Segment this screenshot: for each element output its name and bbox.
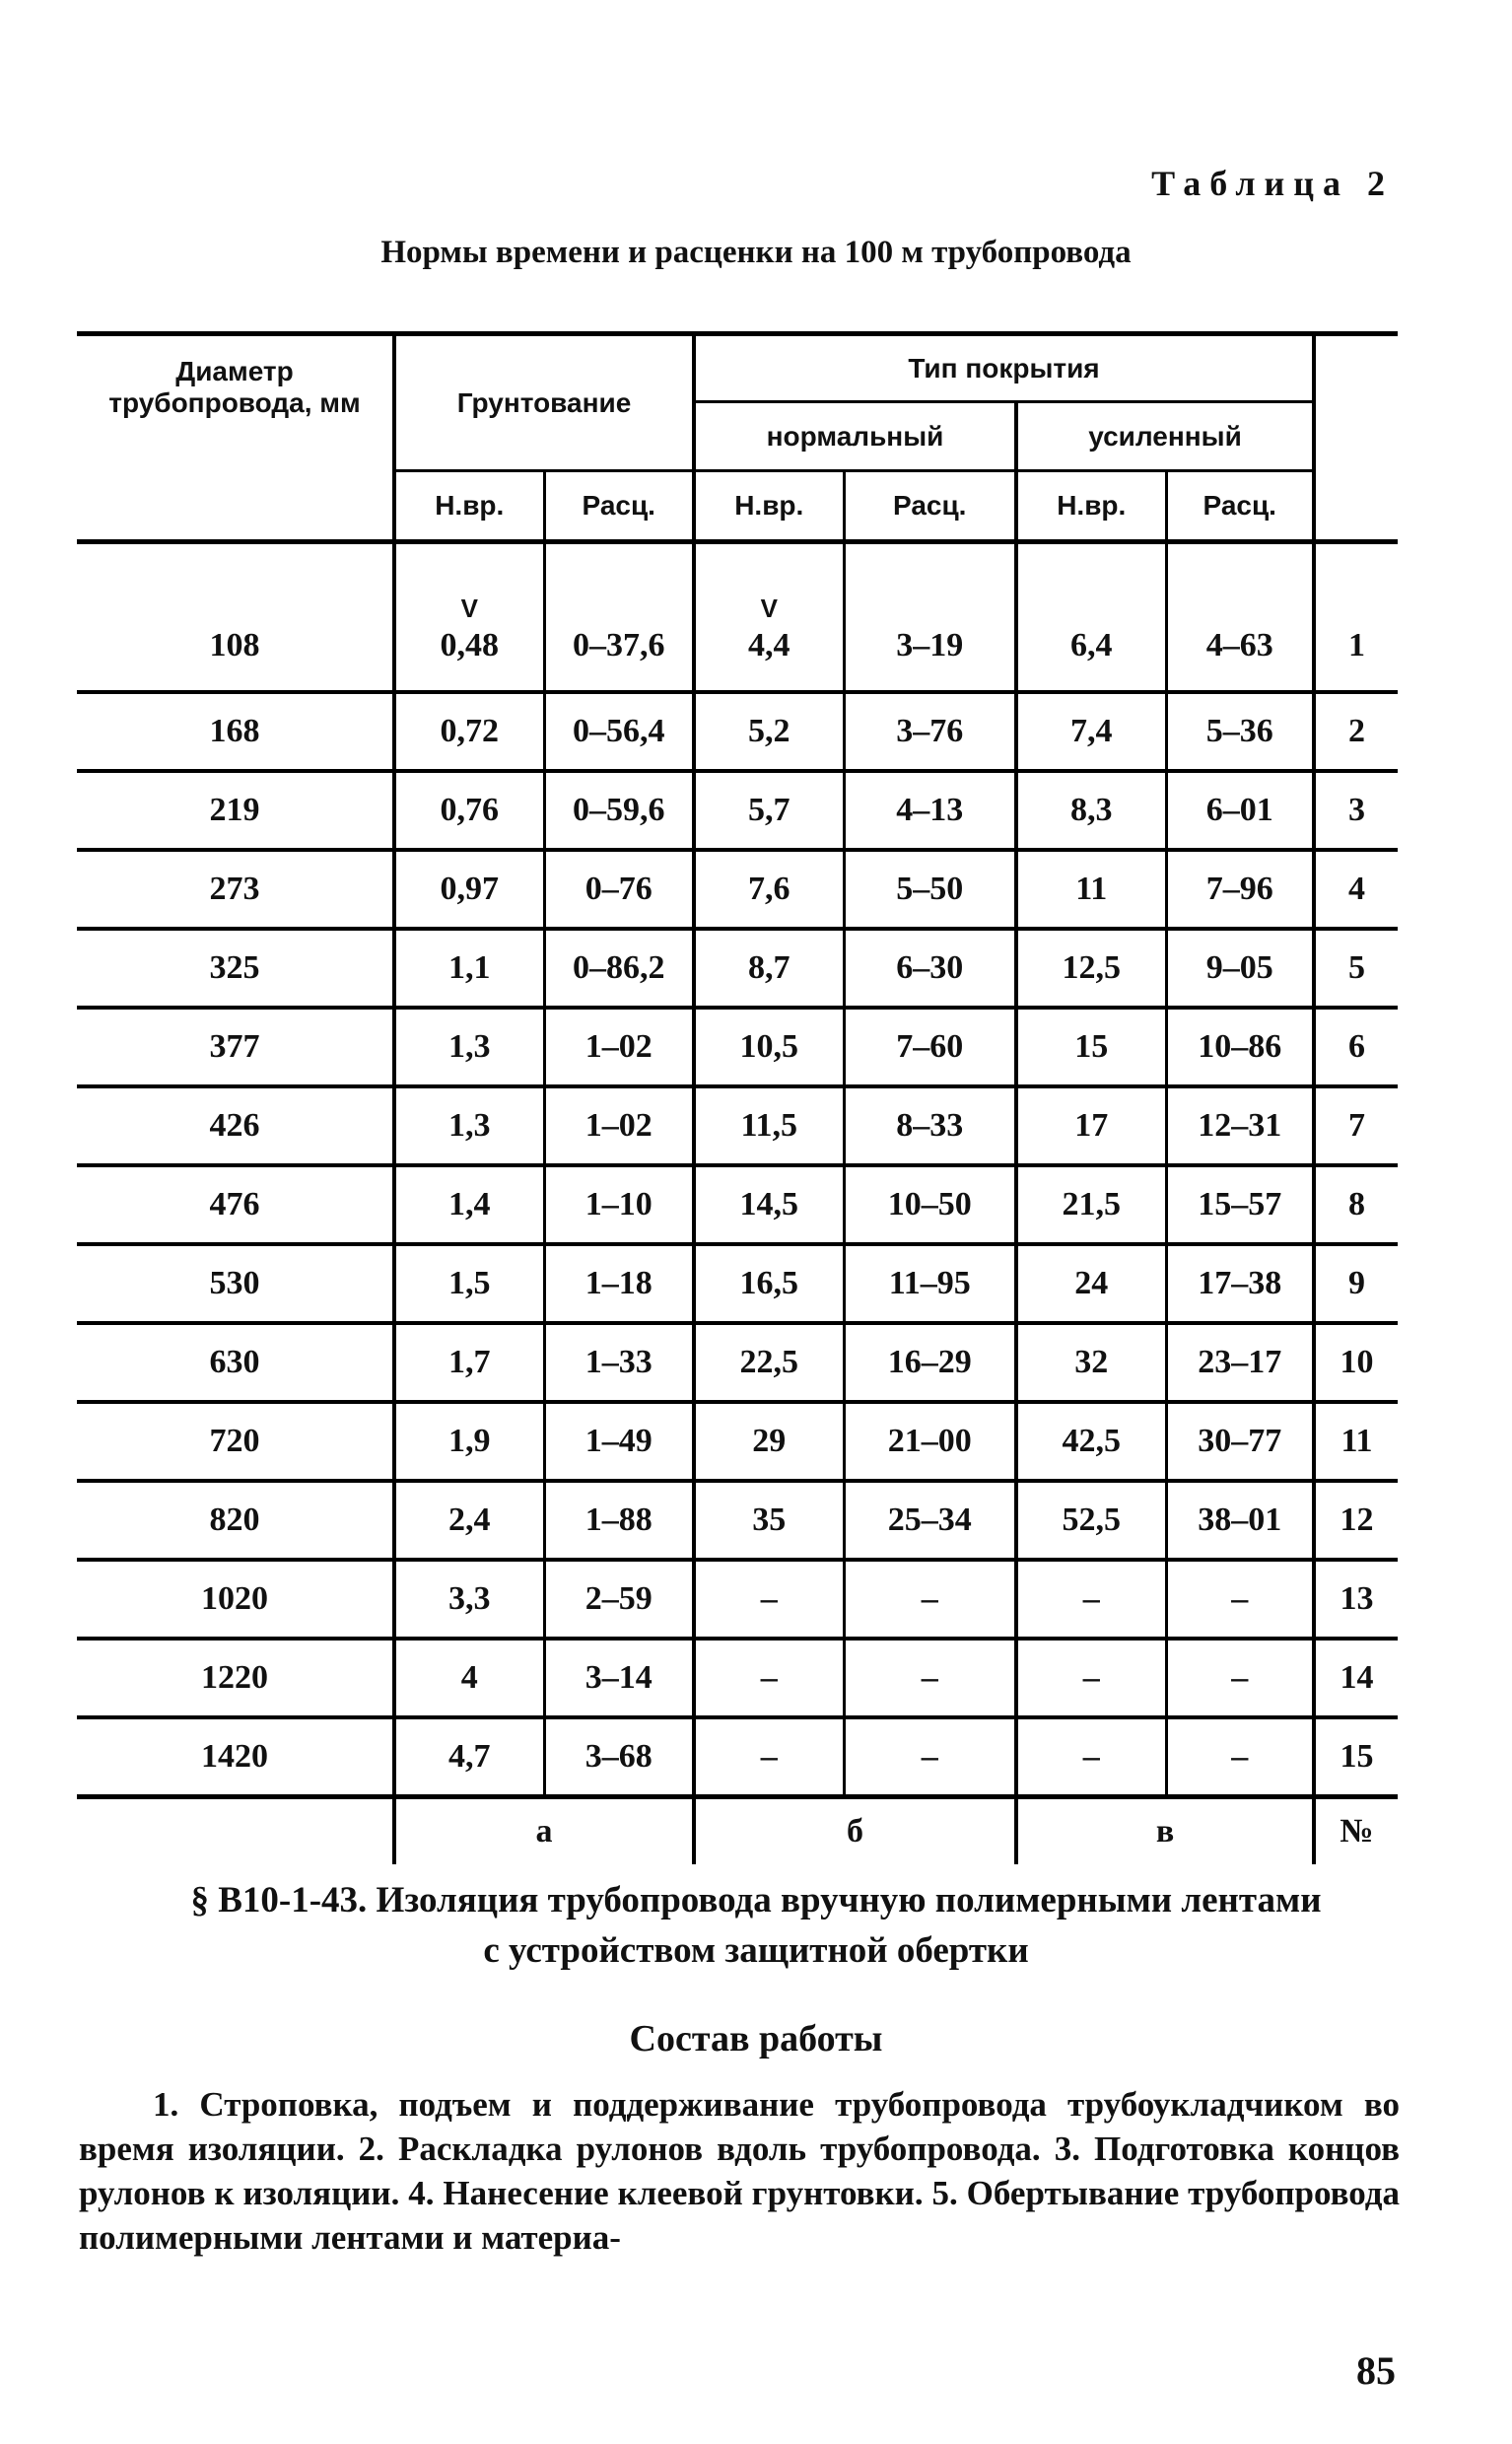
reinforced-rasc-value: – [1231, 1738, 1249, 1775]
priming-hvr-value: 1,4 [448, 1186, 491, 1222]
footer-column-c: в [1016, 1797, 1314, 1865]
normal-hvr-cell [694, 542, 844, 693]
reinforced-rasc-cell [1166, 1086, 1314, 1165]
normal-rasc-cell [844, 1639, 1016, 1717]
normal-hvr-value: 16,5 [739, 1265, 798, 1301]
table-row [77, 542, 1398, 693]
table-label: Таблица 2 [1151, 164, 1394, 203]
priming-rasc-cell [544, 1086, 694, 1165]
reinforced-hvr-value: 42,5 [1062, 1423, 1121, 1459]
header-priming: Грунтование [394, 334, 694, 471]
diameter-cell [77, 1402, 394, 1481]
priming-hvr-value: 1,5 [448, 1265, 491, 1301]
row-number-value: 6 [1348, 1028, 1365, 1065]
reinforced-hvr-cell [1016, 692, 1166, 771]
priming-hvr-cell [394, 1323, 544, 1402]
row-number-value: 7 [1348, 1107, 1365, 1144]
table-row [77, 1717, 1398, 1797]
priming-rasc-cell [544, 692, 694, 771]
diameter-cell [77, 1323, 394, 1402]
reinforced-hvr-value: 15 [1074, 1028, 1109, 1065]
priming-hvr-cell [394, 542, 544, 693]
priming-rasc-cell [544, 771, 694, 850]
reinforced-hvr-cell [1016, 929, 1166, 1008]
table-row [77, 929, 1398, 1008]
priming-rasc-value: 2–59 [584, 1580, 653, 1617]
priming-hvr-value: 2,4 [448, 1501, 491, 1538]
normal-rasc-value: – [921, 1580, 938, 1617]
priming-rasc-cell [544, 1323, 694, 1402]
priming-rasc-cell [544, 1560, 694, 1639]
reinforced-rasc-value: 38–01 [1198, 1501, 1282, 1538]
priming-hvr-value: 0,76 [440, 792, 499, 828]
normal-hvr-value: 7,6 [748, 871, 790, 907]
normal-hvr-value: 5,2 [748, 713, 790, 749]
priming-hvr-value: 0,48 [440, 627, 499, 663]
reinforced-hvr-cell [1016, 1086, 1166, 1165]
priming-hvr-cell [394, 1402, 544, 1481]
normal-hvr-cell [694, 1481, 844, 1560]
v-mark: V [460, 594, 478, 623]
header-reinforced-hvr: Н.вр. [1016, 471, 1166, 542]
header-reinforced-rasc: Расц. [1166, 471, 1314, 542]
priming-hvr-value: 4,7 [448, 1738, 491, 1775]
table-row [77, 1086, 1398, 1165]
priming-hvr-value: 3,3 [448, 1580, 491, 1617]
row-number-value: 5 [1348, 949, 1365, 986]
row-number-value: 14 [1340, 1659, 1374, 1696]
diameter-value: 168 [209, 713, 260, 749]
row-number-cell [1314, 692, 1398, 771]
composition-heading: Состав работы [629, 2018, 883, 2060]
row-number-value: 3 [1348, 792, 1365, 828]
reinforced-rasc-cell [1166, 1323, 1314, 1402]
priming-rasc-cell [544, 850, 694, 929]
reinforced-rasc-cell [1166, 929, 1314, 1008]
row-number-value: 9 [1348, 1265, 1365, 1301]
priming-rasc-cell [544, 1165, 694, 1244]
priming-rasc-value: 3–14 [584, 1659, 653, 1696]
priming-hvr-value: 0,72 [440, 713, 499, 749]
table-row [77, 1244, 1398, 1323]
reinforced-rasc-value: 10–86 [1198, 1028, 1282, 1065]
priming-hvr-cell [394, 1008, 544, 1086]
diameter-value: 1220 [201, 1659, 268, 1696]
normal-hvr-value: – [760, 1738, 778, 1775]
diameter-cell [77, 1560, 394, 1639]
normal-hvr-value: 11,5 [740, 1107, 798, 1144]
reinforced-rasc-cell [1166, 1244, 1314, 1323]
priming-rasc-value: 0–56,4 [573, 713, 665, 749]
row-number-value: 10 [1340, 1344, 1374, 1380]
section-heading-line-2: с устройством защитной обертки [483, 1930, 1029, 1971]
reinforced-rasc-value: 6–01 [1205, 792, 1273, 828]
normal-rasc-value: 5–50 [896, 871, 964, 907]
reinforced-rasc-value: 4–63 [1205, 627, 1273, 663]
normal-hvr-cell [694, 929, 844, 1008]
row-number-value: 11 [1340, 1423, 1373, 1459]
row-number-cell [1314, 1244, 1398, 1323]
priming-rasc-cell [544, 1244, 694, 1323]
normal-rasc-cell [844, 850, 1016, 929]
normal-hvr-cell [694, 1165, 844, 1244]
header-normal-hvr: Н.вр. [694, 471, 844, 542]
normal-rasc-cell [844, 1402, 1016, 1481]
normal-rasc-value: – [921, 1659, 938, 1696]
row-number-cell [1314, 1323, 1398, 1402]
reinforced-hvr-value: 8,3 [1070, 792, 1113, 828]
reinforced-rasc-cell [1166, 1165, 1314, 1244]
normal-hvr-value: 29 [752, 1423, 787, 1459]
norms-table [77, 331, 1398, 1864]
reinforced-rasc-cell [1166, 1008, 1314, 1086]
row-number-value: 4 [1348, 871, 1365, 907]
priming-hvr-cell [394, 1244, 544, 1323]
priming-rasc-value: 0–59,6 [573, 792, 665, 828]
normal-hvr-value: 14,5 [739, 1186, 798, 1222]
reinforced-hvr-cell [1016, 1481, 1166, 1560]
reinforced-rasc-cell [1166, 1639, 1314, 1717]
reinforced-rasc-value: 7–96 [1205, 871, 1273, 907]
diameter-cell [77, 771, 394, 850]
row-number-cell [1314, 1086, 1398, 1165]
table-row [77, 692, 1398, 771]
normal-hvr-value: – [760, 1659, 778, 1696]
priming-rasc-cell [544, 542, 694, 693]
priming-rasc-value: 0–76 [584, 871, 653, 907]
reinforced-hvr-cell [1016, 1560, 1166, 1639]
reinforced-rasc-cell [1166, 542, 1314, 693]
priming-rasc-cell [544, 1639, 694, 1717]
table-title: Нормы времени и расценки на 100 м трубопровода [380, 235, 1132, 270]
page-number: 85 [1356, 2348, 1396, 2393]
priming-hvr-value: 1,3 [448, 1107, 491, 1144]
priming-hvr-cell [394, 850, 544, 929]
normal-rasc-value: 11–95 [888, 1265, 971, 1301]
reinforced-hvr-value: 7,4 [1070, 713, 1113, 749]
diameter-cell [77, 1639, 394, 1717]
reinforced-rasc-cell [1166, 771, 1314, 850]
table-row [77, 1481, 1398, 1560]
priming-hvr-cell [394, 1560, 544, 1639]
row-number-value: 2 [1348, 713, 1365, 749]
diameter-value: 377 [209, 1028, 260, 1065]
normal-rasc-value: 4–13 [896, 792, 964, 828]
reinforced-hvr-cell [1016, 1402, 1166, 1481]
diameter-cell [77, 929, 394, 1008]
normal-hvr-cell [694, 1402, 844, 1481]
diameter-cell [77, 1008, 394, 1086]
diameter-cell [77, 542, 394, 693]
work-composition-text [79, 2082, 1400, 2260]
diameter-cell [77, 1244, 394, 1323]
normal-hvr-cell [694, 1639, 844, 1717]
normal-rasc-cell [844, 1481, 1016, 1560]
normal-rasc-value: 21–00 [887, 1423, 972, 1459]
header-coating-type: Тип покрытия [694, 334, 1314, 402]
reinforced-rasc-value: 17–38 [1198, 1265, 1282, 1301]
normal-rasc-cell [844, 542, 1016, 693]
diameter-value: 630 [209, 1344, 260, 1380]
work-composition-paragraph: 1. Строповка, подъем и поддерживание трубопровода трубоукладчиком во время изоляции. 2. Раскладка рулонов вдоль трубопровода. 3. Подготовка концов рулонов к изоляции. 4. Нанесение клеевой грунтовки. 5. Обертывание трубопровода полимерными лентами и материа- [79, 2085, 1400, 2257]
reinforced-hvr-cell [1016, 1639, 1166, 1717]
normal-hvr-value: 8,7 [748, 949, 790, 986]
v-mark: V [760, 594, 778, 623]
diameter-value: 530 [209, 1265, 260, 1301]
table-row [77, 1323, 1398, 1402]
reinforced-rasc-value: – [1231, 1580, 1249, 1617]
reinforced-rasc-value: – [1231, 1659, 1249, 1696]
priming-rasc-value: 1–33 [584, 1344, 653, 1380]
table-row [77, 850, 1398, 929]
priming-hvr-cell [394, 692, 544, 771]
reinforced-hvr-value: 52,5 [1062, 1501, 1121, 1538]
normal-rasc-value: 3–19 [896, 627, 964, 663]
normal-rasc-cell [844, 771, 1016, 850]
reinforced-hvr-value: 6,4 [1070, 627, 1113, 663]
normal-hvr-cell [694, 1323, 844, 1402]
footer-blank [77, 1797, 394, 1865]
table-row [77, 1402, 1398, 1481]
diameter-value: 325 [209, 949, 260, 986]
section-heading [79, 1875, 1433, 1976]
normal-hvr-cell [694, 1008, 844, 1086]
normal-hvr-cell [694, 1717, 844, 1797]
reinforced-hvr-value: 21,5 [1062, 1186, 1121, 1222]
reinforced-rasc-cell [1166, 1717, 1314, 1797]
priming-hvr-cell [394, 1165, 544, 1244]
table-body [77, 542, 1398, 1797]
normal-rasc-cell [844, 1560, 1016, 1639]
diameter-value: 1020 [201, 1580, 268, 1617]
footer-number-sign: № [1314, 1797, 1398, 1865]
normal-hvr-cell [694, 1560, 844, 1639]
table-row [77, 1639, 1398, 1717]
row-number-cell [1314, 771, 1398, 850]
reinforced-hvr-value: 24 [1074, 1265, 1109, 1301]
normal-rasc-cell [844, 1086, 1016, 1165]
reinforced-rasc-value: 12–31 [1198, 1107, 1282, 1144]
normal-rasc-cell [844, 1008, 1016, 1086]
reinforced-hvr-cell [1016, 542, 1166, 693]
priming-hvr-cell [394, 929, 544, 1008]
diameter-cell [77, 692, 394, 771]
priming-hvr-cell [394, 1086, 544, 1165]
reinforced-hvr-value: – [1082, 1659, 1100, 1696]
normal-hvr-value: – [760, 1580, 778, 1617]
priming-rasc-cell [544, 1402, 694, 1481]
priming-hvr-value: 1,7 [448, 1344, 491, 1380]
reinforced-hvr-cell [1016, 1244, 1166, 1323]
section-heading-line-1: § В10-1-43. Изоляция трубопровода вручную полимерными лентами [190, 1880, 1322, 1920]
reinforced-rasc-value: 9–05 [1205, 949, 1273, 986]
normal-rasc-value: 25–34 [887, 1501, 972, 1538]
normal-hvr-value: 35 [752, 1501, 787, 1538]
reinforced-hvr-value: 12,5 [1062, 949, 1121, 986]
priming-rasc-value: 1–02 [584, 1028, 653, 1065]
diameter-value: 219 [209, 792, 260, 828]
reinforced-hvr-cell [1016, 1717, 1166, 1797]
priming-rasc-cell [544, 1717, 694, 1797]
row-number-cell [1314, 1165, 1398, 1244]
reinforced-rasc-value: 23–17 [1198, 1344, 1282, 1380]
reinforced-hvr-value: – [1082, 1738, 1100, 1775]
header-priming-rasc: Расц. [544, 471, 694, 542]
reinforced-hvr-value: 17 [1074, 1107, 1109, 1144]
reinforced-hvr-cell [1016, 1008, 1166, 1086]
reinforced-rasc-cell [1166, 850, 1314, 929]
reinforced-rasc-value: 5–36 [1205, 713, 1273, 749]
table-row [77, 1560, 1398, 1639]
reinforced-hvr-value: – [1082, 1580, 1100, 1617]
row-number-cell [1314, 850, 1398, 929]
header-reinforced: усиленный [1016, 402, 1314, 471]
table-row [77, 1165, 1398, 1244]
priming-hvr-cell [394, 1481, 544, 1560]
priming-hvr-cell [394, 1639, 544, 1717]
priming-rasc-value: 1–88 [584, 1501, 653, 1538]
header-normal-rasc: Расц. [844, 471, 1016, 542]
normal-rasc-value: 16–29 [887, 1344, 972, 1380]
priming-rasc-value: 1–10 [584, 1186, 653, 1222]
normal-hvr-value: 10,5 [739, 1028, 798, 1065]
row-number-cell [1314, 542, 1398, 693]
priming-rasc-value: 1–02 [584, 1107, 653, 1144]
diameter-cell [77, 1086, 394, 1165]
row-number-value: 13 [1340, 1580, 1374, 1617]
priming-hvr-value: 1,3 [448, 1028, 491, 1065]
priming-hvr-cell [394, 1717, 544, 1797]
normal-rasc-value: 10–50 [887, 1186, 972, 1222]
diameter-value: 1420 [201, 1738, 268, 1775]
priming-rasc-value: 1–49 [584, 1423, 653, 1459]
normal-hvr-cell [694, 692, 844, 771]
header-diameter: Диаметр трубопровода, мм [77, 334, 394, 542]
normal-rasc-cell [844, 692, 1016, 771]
reinforced-rasc-value: 30–77 [1198, 1423, 1282, 1459]
reinforced-rasc-cell [1166, 692, 1314, 771]
reinforced-hvr-cell [1016, 1165, 1166, 1244]
normal-hvr-cell [694, 1244, 844, 1323]
row-number-value: 15 [1340, 1738, 1374, 1775]
priming-rasc-value: 3–68 [584, 1738, 653, 1775]
reinforced-hvr-value: 32 [1074, 1344, 1109, 1380]
row-number-cell [1314, 929, 1398, 1008]
reinforced-rasc-cell [1166, 1481, 1314, 1560]
diameter-value: 820 [209, 1501, 260, 1538]
reinforced-hvr-cell [1016, 771, 1166, 850]
priming-rasc-value: 0–37,6 [573, 627, 665, 663]
row-number-value: 12 [1340, 1501, 1374, 1538]
header-number-blank [1314, 334, 1398, 542]
normal-hvr-cell [694, 1086, 844, 1165]
diameter-value: 476 [209, 1186, 260, 1222]
normal-rasc-cell [844, 1323, 1016, 1402]
row-number-cell [1314, 1639, 1398, 1717]
reinforced-rasc-cell [1166, 1402, 1314, 1481]
diameter-cell [77, 850, 394, 929]
footer-column-a: а [394, 1797, 694, 1865]
reinforced-hvr-cell [1016, 850, 1166, 929]
normal-rasc-cell [844, 1717, 1016, 1797]
reinforced-rasc-value: 15–57 [1198, 1186, 1282, 1222]
normal-rasc-value: 6–30 [896, 949, 964, 986]
priming-rasc-cell [544, 929, 694, 1008]
row-number-value: 1 [1348, 627, 1365, 663]
diameter-value: 720 [209, 1423, 260, 1459]
row-number-cell [1314, 1717, 1398, 1797]
diameter-cell [77, 1481, 394, 1560]
reinforced-rasc-cell [1166, 1560, 1314, 1639]
diameter-cell [77, 1717, 394, 1797]
reinforced-hvr-cell [1016, 1323, 1166, 1402]
diameter-value: 108 [209, 627, 260, 663]
normal-hvr-value: 5,7 [748, 792, 790, 828]
priming-rasc-cell [544, 1008, 694, 1086]
priming-rasc-cell [544, 1481, 694, 1560]
normal-hvr-value: 22,5 [739, 1344, 798, 1380]
priming-hvr-value: 1,9 [448, 1423, 491, 1459]
normal-rasc-cell [844, 1244, 1016, 1323]
priming-hvr-cell [394, 771, 544, 850]
diameter-value: 273 [209, 871, 260, 907]
row-number-cell [1314, 1481, 1398, 1560]
table-row [77, 771, 1398, 850]
priming-hvr-value: 1,1 [448, 949, 491, 986]
normal-hvr-cell [694, 771, 844, 850]
diameter-value: 426 [209, 1107, 260, 1144]
row-number-value: 8 [1348, 1186, 1365, 1222]
normal-rasc-value: – [921, 1738, 938, 1775]
normal-rasc-value: 3–76 [896, 713, 964, 749]
row-number-cell [1314, 1560, 1398, 1639]
row-number-cell [1314, 1008, 1398, 1086]
priming-hvr-value: 0,97 [440, 871, 499, 907]
normal-rasc-value: 8–33 [896, 1107, 964, 1144]
normal-rasc-cell [844, 1165, 1016, 1244]
header-normal: нормальный [694, 402, 1016, 471]
footer-column-b: б [694, 1797, 1016, 1865]
priming-rasc-value: 0–86,2 [573, 949, 665, 986]
normal-rasc-cell [844, 929, 1016, 1008]
priming-rasc-value: 1–18 [584, 1265, 653, 1301]
priming-hvr-value: 4 [460, 1659, 478, 1696]
diameter-cell [77, 1165, 394, 1244]
reinforced-hvr-value: 11 [1075, 871, 1108, 907]
normal-hvr-cell [694, 850, 844, 929]
normal-hvr-value: 4,4 [748, 627, 790, 663]
header-priming-hvr: Н.вр. [394, 471, 544, 542]
table-row [77, 1008, 1398, 1086]
row-number-cell [1314, 1402, 1398, 1481]
normal-rasc-value: 7–60 [896, 1028, 964, 1065]
